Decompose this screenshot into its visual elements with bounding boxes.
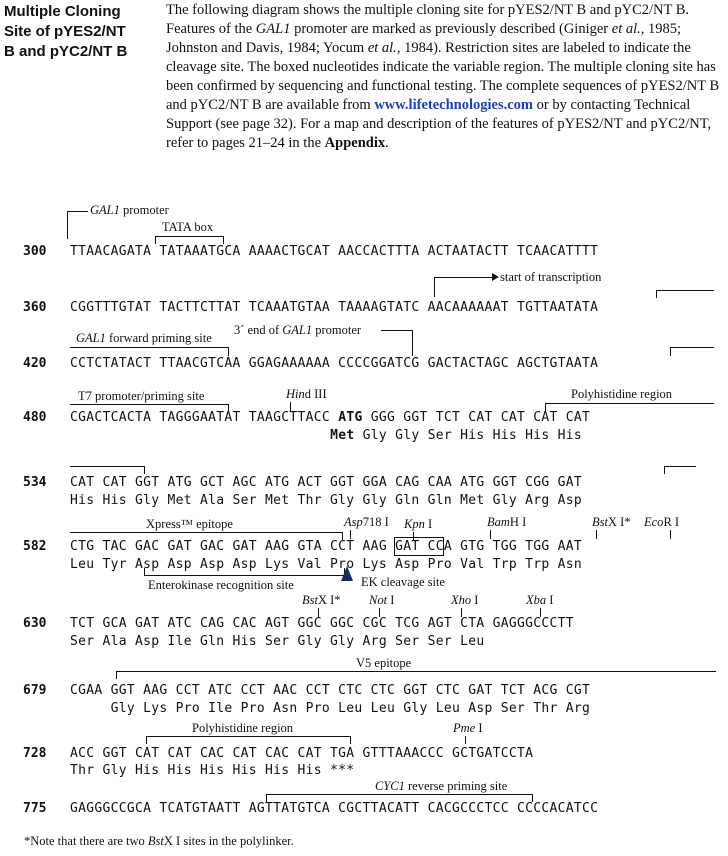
appendix-ref: Appendix [324, 135, 386, 151]
gal1-forward-line [70, 347, 228, 348]
position-number: 534 [23, 475, 47, 490]
dna-sequence: CGACTCACTA TAGGGAATAT TAAGCTTACC ATG GGG GGT TCT CAT CAT CAT CAT [70, 410, 591, 425]
position-number: 480 [23, 410, 47, 425]
intro-gene: GAL1 [255, 21, 291, 37]
position-number: 360 [23, 300, 47, 315]
amino-acid-sequence: His His Gly Met Ala Ser Met Thr Gly Gly Gln Gln Met Gly Arg Asp [70, 493, 582, 508]
intro-paragraph [166, 1, 722, 153]
kpni-label: Kpn I [404, 517, 433, 531]
t7-start-line [670, 347, 714, 348]
amino-acid-sequence: Ser Ala Asp Ile Gln His Ser Gly Gly Arg Ser Ser Leu [70, 634, 485, 649]
dna-sequence: GAGGGCCGCA TCATGTAATT AGTTATGTCA CGCTTACATT CACGCCCTCC CCCCACATCC [70, 801, 599, 816]
t7-start-tick [670, 347, 671, 356]
gal1-forward-tick [228, 347, 229, 356]
footnote: *Note that there are two BstX I sites in the polylinker. [24, 834, 294, 848]
pmei-label: Pme I [453, 721, 483, 735]
asp718-label: Asp718 I [344, 515, 389, 529]
v5-tick [116, 671, 117, 679]
gal1-promoter-line [67, 211, 88, 212]
section-title-line: Multiple Cloning [4, 3, 121, 20]
bstxi-tick [596, 530, 597, 539]
tata-end-line [656, 290, 714, 291]
tata-box-label: TATA box [162, 220, 214, 234]
enterokinase-label: Enterokinase recognition site [148, 578, 294, 592]
position-number: 582 [23, 539, 47, 554]
polyhis-label-2: Polyhistidine region [192, 721, 294, 735]
position-number: 630 [23, 616, 47, 631]
xpress-start-line [664, 466, 696, 467]
ecori-label: EcoR I [644, 515, 680, 529]
start-transcription-label: start of transcription [500, 270, 602, 284]
position-number: 420 [23, 356, 47, 371]
asp718-tick [350, 530, 351, 539]
section-title-line: B and pYC2/NT B [4, 43, 128, 60]
polyhis-cont-tick [144, 466, 145, 474]
polyhis-line-2 [146, 736, 350, 737]
start-codon: ATG [338, 410, 363, 425]
amino-acid-sequence: Leu Tyr Asp Asp Asp Asp Lys Val Pro Lys Asp Pro Val Trp Trp Asn [70, 557, 582, 572]
enterokinase-tick [144, 568, 145, 575]
noti-label: Not I [369, 593, 395, 607]
position-number: 679 [23, 683, 47, 698]
position-number: 300 [23, 244, 47, 259]
intro-text: , 1984). Restriction sites are labeled to indicate the cleavage site. The boxed nucleotides indicate the variable region. The multiple cloning site has been confirmed by sequencing and functional testing. The complete sequences of pYES2/NT B and pYC2/NT B are available from [166, 40, 720, 113]
dna-sequence: CTG TAC GAC GAT GAC GAT AAG GTA CCT AAG GAT CCA GTG TGG TGG AAT [70, 539, 582, 554]
dna-sequence: CAT CAT GGT ATG GCT AGC ATG ACT GGT GGA CAG CAA ATG GGT CGG GAT [70, 475, 582, 490]
polyhis-tick-2 [350, 736, 351, 744]
position-number: 728 [23, 746, 47, 761]
tata-end-tick [656, 290, 657, 298]
intro-text: The following diagram shows the multiple cloning site for pYES2/NT B and pYC2/NT B. Features of the [166, 2, 690, 37]
dna-sequence: TTAACAGATA TATAAATGCA AAAACTGCAT AACCACTTTA ACTAATACTT TCAACATTTT [70, 244, 599, 259]
dna-sequence: CGAA GGT AAG CCT ATC CCT AAC CCT CTC CTC GGT CTC GAT TCT ACG CGT [70, 683, 591, 698]
cyc1-line [266, 794, 532, 795]
pmei-tick [465, 736, 466, 744]
bstxi-label-2: BstX I* [302, 593, 341, 607]
polyhis-label: Polyhistidine region [571, 387, 673, 401]
section-title [4, 2, 154, 62]
gal1-forward-label: GAL1 forward priming site [76, 331, 212, 345]
intro-text: . [385, 135, 389, 151]
xpress-start-tick [664, 466, 665, 474]
bstxi-label: BstX I* [592, 515, 631, 529]
xpress-label: Xpress™ epitope [146, 517, 233, 531]
ek-cleavage-icon [341, 566, 353, 581]
ek-cleavage-label: EK cleavage site [361, 575, 445, 589]
amino-acid-sequence: Gly Lys Pro Ile Pro Asn Pro Leu Leu Gly Leu Asp Ser Thr Arg [70, 701, 591, 716]
cyc1-label: CYC1 reverse priming site [375, 779, 508, 793]
section-title-line: Site of pYES2/NT [4, 23, 126, 40]
polyhis-cont-line [70, 466, 144, 467]
polyhis-line [545, 403, 714, 404]
dna-sequence: CCTCTATACT TTAACGTCAA GGAGAAAAAA CCCCGGATCG GACTACTAGC AGCTGTAATA [70, 356, 599, 371]
dna-sequence: TCT GCA GAT ATC CAG CAC AGT GGC GGC CGC TCG AGT CTA GAGGGCCCTT [70, 616, 574, 631]
tata-box-tick [223, 236, 224, 244]
t7-line [70, 404, 228, 405]
polyhis-tick-2 [146, 736, 147, 744]
website-link[interactable]: www.lifetechnologies.com [374, 97, 533, 113]
ecori-tick [670, 530, 671, 539]
hindiii-label: Hind III [286, 387, 327, 401]
intro-text: promoter are marked as previously described (Giniger [290, 21, 612, 37]
intro-text: or by contacting Technical Support (see page 32). For a map and description of the features of pYES2/NT and pYC2/NT, refer to pages 21–24 in the [166, 97, 712, 151]
intro-etal: et al. [611, 21, 641, 37]
intro-text: , 1985; Johnston and Davis, 1984; Yocum [166, 21, 682, 56]
gal1-promoter-tick [67, 211, 68, 239]
intro-etal: et al. [367, 40, 397, 56]
dna-sequence: ACC GGT CAT CAT CAC CAT CAC CAT TGA GTTTAAACCC GCTGATCCTA [70, 746, 534, 761]
dna-sequence: CGGTTTGTAT TACTTCTTAT TCAAATGTAA TAAAAGTATC AACAAAAAAT TGTTAATATA [70, 300, 599, 315]
tata-box-tick [155, 236, 156, 244]
arrow-right-icon [492, 273, 499, 281]
enterokinase-line [144, 575, 344, 576]
gal1-3prime-line [381, 330, 412, 331]
position-number: 775 [23, 801, 47, 816]
xbai-label: Xba I [526, 593, 554, 607]
transcription-start-tick [434, 277, 435, 297]
xhoi-label: Xho I [451, 593, 479, 607]
start-methionine: Met [330, 428, 355, 443]
t7-label: T7 promoter/priming site [78, 389, 205, 403]
amino-acid-sequence: Thr Gly His His His His His His *** [70, 763, 355, 778]
bamhi-label: BamH I [487, 515, 527, 529]
gal1-3prime-tick [412, 330, 413, 356]
tata-box-line [155, 236, 223, 237]
gal1-3prime-label: 3´ end of GAL1 promoter [234, 323, 362, 337]
bamhi-tick [490, 530, 491, 539]
transcription-start-line [434, 277, 492, 278]
gal1-promoter-label: GAL1 promoter [90, 203, 169, 217]
xpress-line [70, 532, 342, 533]
v5-line [116, 671, 716, 672]
v5-label: V5 epitope [356, 656, 412, 670]
amino-acid-sequence: Met Gly Gly Ser His His His His [330, 428, 582, 443]
